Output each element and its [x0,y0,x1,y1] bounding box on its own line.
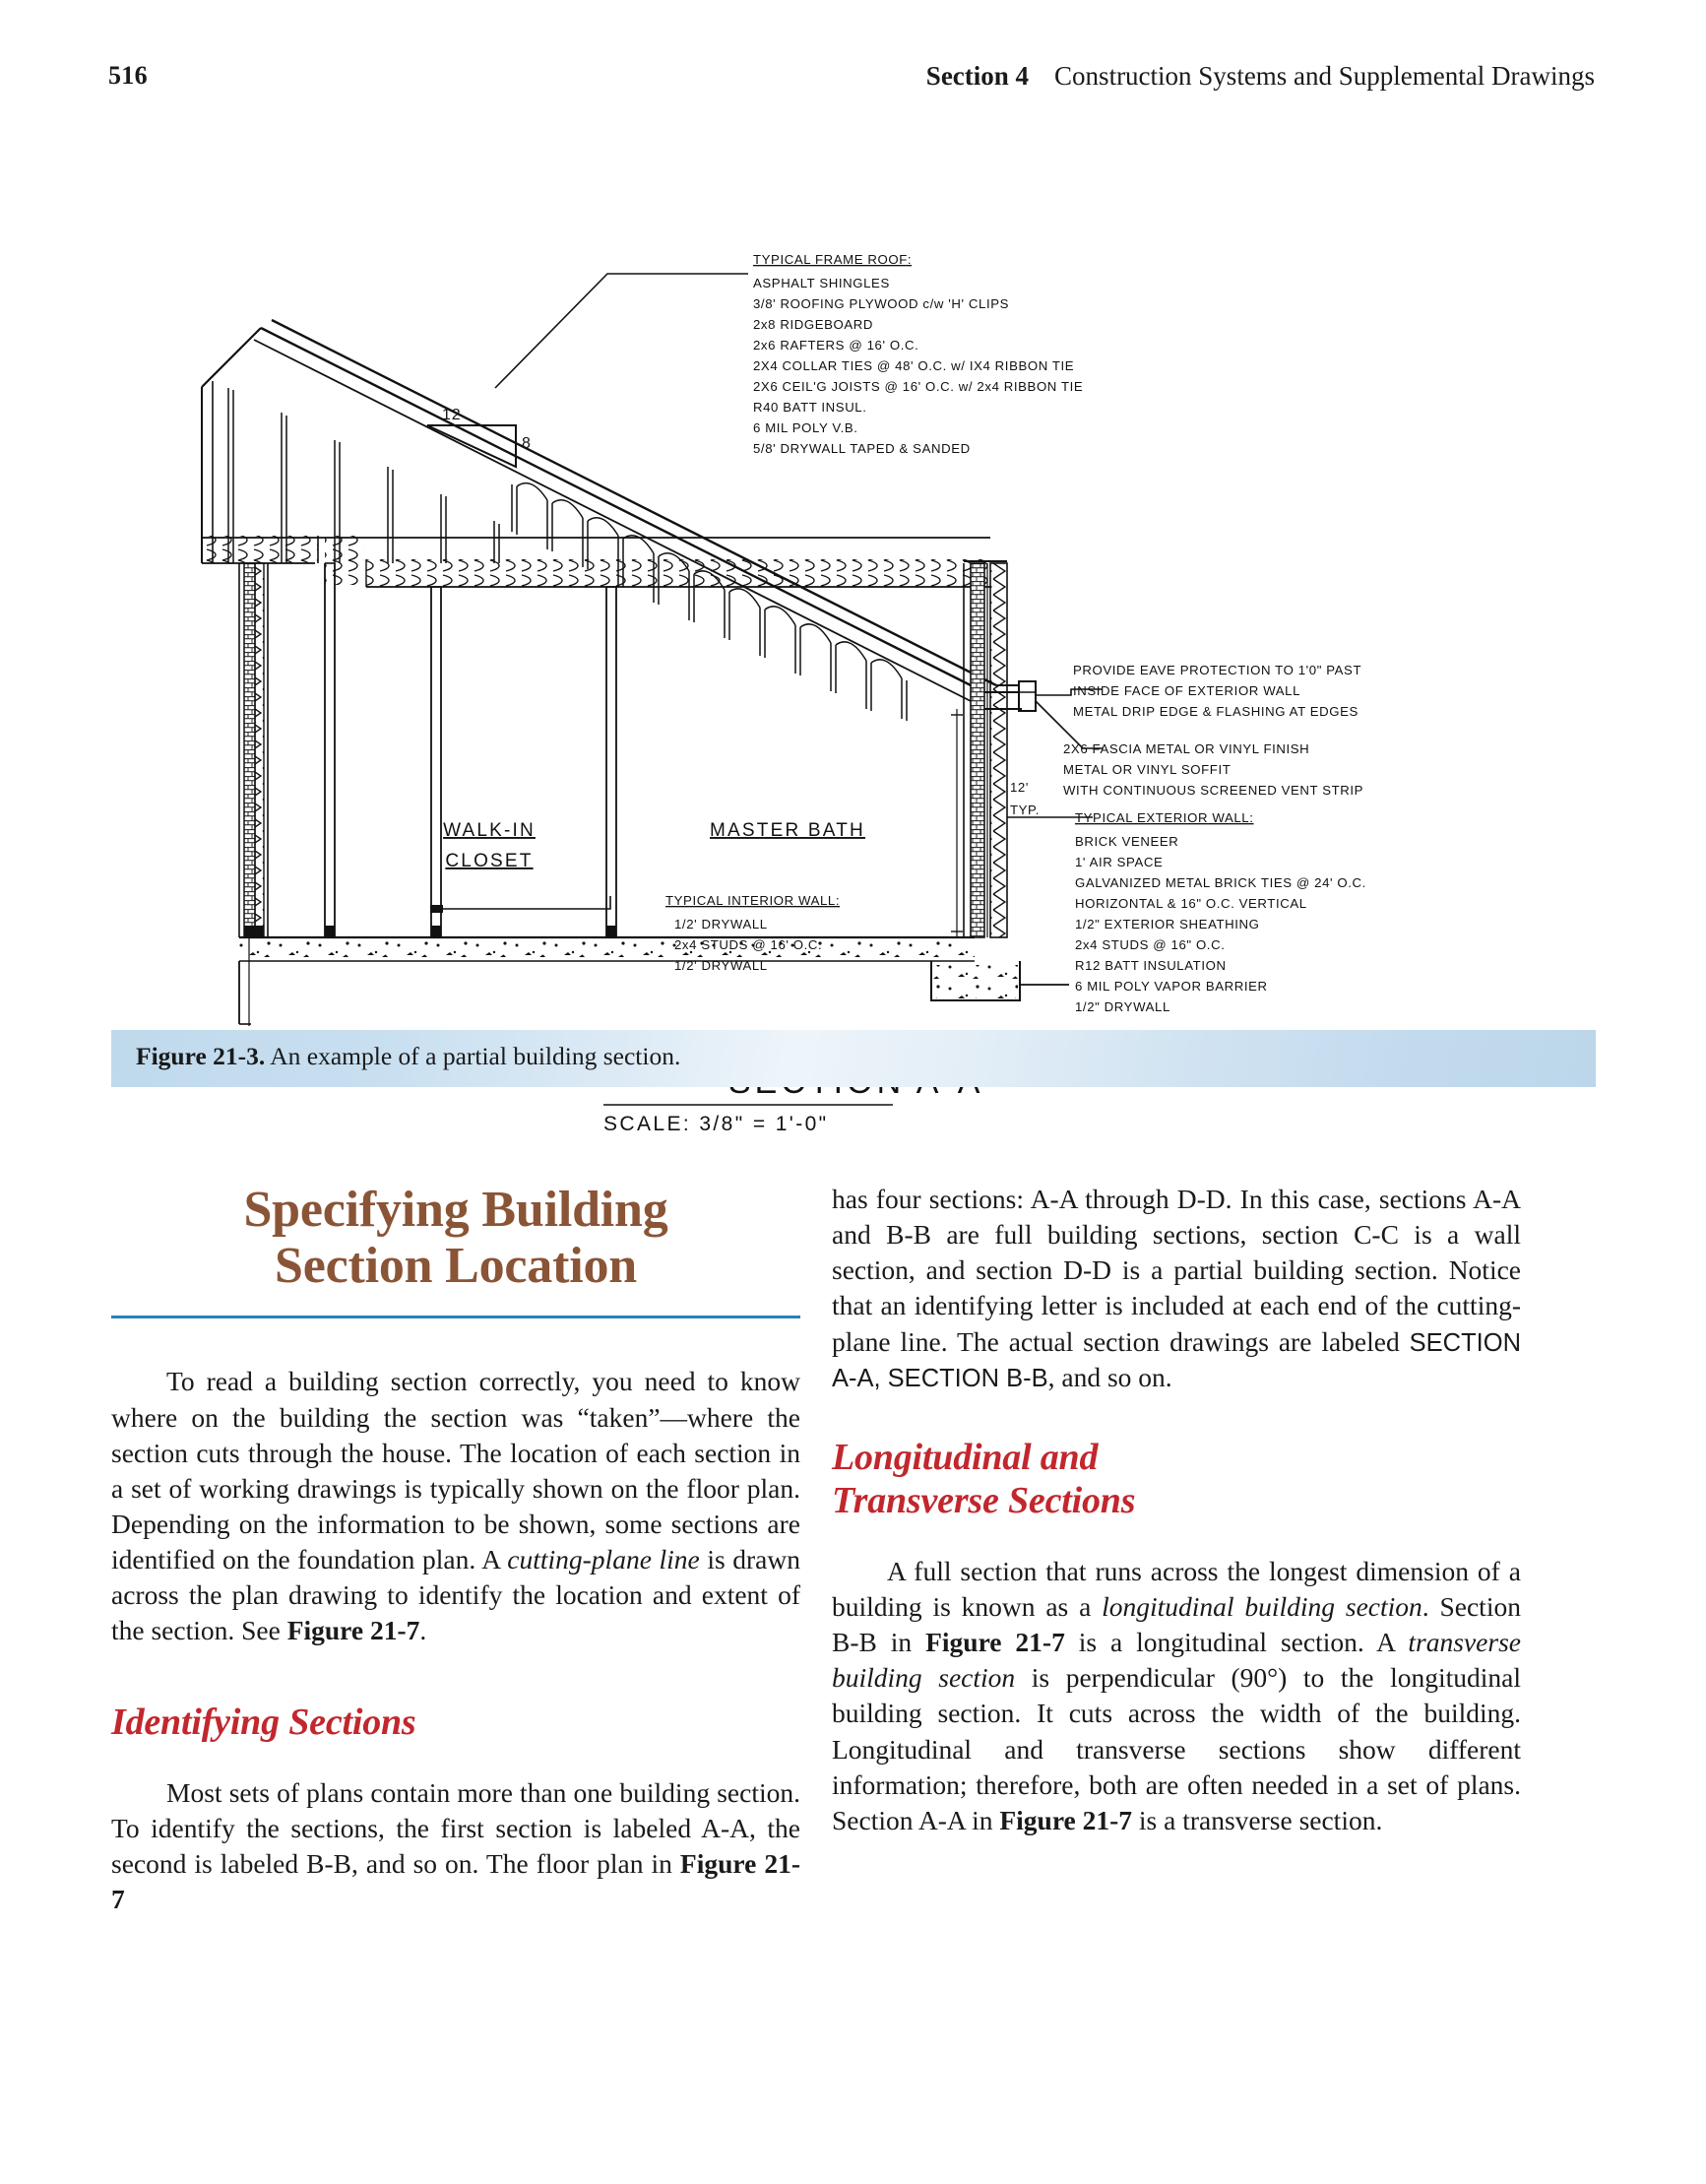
svg-text:WITH CONTINUOUS SCREENED VENT: WITH CONTINUOUS SCREENED VENT STRIP [1063,783,1364,798]
svg-text:2x4 STUDS @ 16" O.C.: 2x4 STUDS @ 16" O.C. [1075,937,1226,952]
left-column [111,1182,800,1917]
room-label-master-bath [710,820,865,841]
svg-text:1/2" DRYWALL: 1/2" DRYWALL [1075,999,1170,1014]
xref-figure-21-7-c: Figure 21-7 [925,1627,1065,1658]
figure-caption-label: Figure 21-3. [136,1042,266,1070]
svg-text:5/8' DRYWALL TAPED & SANDED: 5/8' DRYWALL TAPED & SANDED [753,441,971,456]
svg-text:SCALE: 3/8" = 1'-0": SCALE: 3/8" = 1'-0" [603,1113,829,1135]
svg-text:6 MIL POLY VAPOR BARRIER: 6 MIL POLY VAPOR BARRIER [1075,979,1268,994]
svg-text:1/2' DRYWALL: 1/2' DRYWALL [674,958,768,973]
figure-caption-body: An example of a partial building section. [265,1042,681,1070]
p2-part-a: Most sets of plans contain more than one building section. To identify the sections, the first section is labeled A-A, the second is labeled B-B, and so on. The floor plan in [111,1776,800,1880]
svg-text:TYPICAL EXTERIOR WALL:: TYPICAL EXTERIOR WALL: [1075,810,1254,825]
svg-text:3/8' ROOFING PLYWOOD c/w 'H' C: 3/8' ROOFING PLYWOOD c/w 'H' CLIPS [753,296,1009,311]
page-title-line-2: Section Location [274,1238,637,1295]
wall-height-typ-note: TYP. [1010,803,1041,817]
r2-part-a: A full section that runs across the longest dimension of a building is known as a [832,1555,1521,1622]
r2-part-i: is a transverse section. [1132,1804,1383,1835]
page-number: 516 [108,61,148,90]
r1-part-a: has four sections: A-A through D-D. In this case, sections A-A and B-B are full building sections, section C-C is a wall section, and section D-D is a partial building section. Notice that an identifying letter is included at each end of the cutting-plane line. The actual section drawings are labeled [832,1184,1521,1357]
xref-figure-21-7-b: Figure 21-7 [111,1848,800,1915]
paragraph-longitudinal-transverse [832,1554,1521,1838]
p1-part-e: . [419,1615,427,1646]
svg-text:MASTER BATH: MASTER BATH [710,820,865,841]
svg-text:1/2' DRYWALL: 1/2' DRYWALL [674,917,768,931]
svg-text:6 MIL POLY V.B.: 6 MIL POLY V.B. [753,420,858,435]
room-label-walk-in-closet [443,820,536,871]
paragraph-four-sections [832,1182,1521,1396]
r2-part-e: is a longitudinal section. A [1064,1627,1409,1658]
svg-text:INSIDE FACE OF EXTERIOR WALL: INSIDE FACE OF EXTERIOR WALL [1073,683,1301,698]
xref-figure-21-7-a: Figure 21-7 [286,1615,420,1646]
right-column [832,1182,1521,1838]
svg-text:R40 BATT INSUL.: R40 BATT INSUL. [753,400,867,415]
svg-text:2x6 RAFTERS @ 16' O.C.: 2x6 RAFTERS @ 16' O.C. [753,338,919,353]
xref-figure-21-7-d: Figure 21-7 [999,1804,1133,1835]
subheading-longitudinal-transverse [832,1436,1521,1522]
svg-text:GALVANIZED METAL BRICK TIES @: GALVANIZED METAL BRICK TIES @ 24' O.C. [1075,875,1366,890]
roof-pitch-run: 12 [442,407,462,423]
svg-text:2X6 CEIL'G JOISTS @ 16' O.C. w: 2X6 CEIL'G JOISTS @ 16' O.C. w/ 2x4 RIBBON TIE [753,379,1084,394]
svg-text:BRICK VENEER: BRICK VENEER [1075,834,1179,849]
svg-text:METAL OR VINYL SOFFIT: METAL OR VINYL SOFFIT [1063,762,1232,777]
figure-caption-bar [111,1030,1596,1087]
note-typical-frame-roof [753,252,1083,456]
svg-text:TYPICAL FRAME ROOF:: TYPICAL FRAME ROOF: [753,252,913,267]
r2-part-c: . Section B-B in [832,1591,1521,1658]
svg-text:2x8 RIDGEBOARD: 2x8 RIDGEBOARD [753,317,873,332]
p1-part-c: is drawn across the plan drawing to identify the location and extent of the section. See [111,1544,800,1646]
paragraph-identifying-sections [111,1775,800,1918]
svg-text:2X6 FASCIA METAL OR VINYL FINI: 2X6 FASCIA METAL OR VINYL FINISH [1063,741,1310,756]
note-fascia-soffit [1063,741,1363,798]
running-head [0,61,1706,100]
term-cutting-plane-line: cutting-plane line [507,1544,700,1575]
running-head-section-label: Section 4 [925,61,1030,91]
svg-text:CLOSET: CLOSET [445,851,534,871]
figure-caption [136,1042,680,1071]
svg-text:METAL DRIP EDGE & FLASHING AT: METAL DRIP EDGE & FLASHING AT EDGES [1073,704,1358,719]
svg-text:R12 BATT INSULATION: R12 BATT INSULATION [1075,958,1227,973]
svg-text:2X4 COLLAR TIES @ 48' O.C. w/: 2X4 COLLAR TIES @ 48' O.C. w/ IX4 RIBBON TIE [753,358,1075,373]
r1-part-c: , and so on. [1047,1362,1172,1393]
svg-text:2x4 STUDS @ 16' O.C.: 2x4 STUDS @ 16' O.C. [674,937,823,952]
term-transverse-building-section: transverse building section [832,1627,1521,1694]
subheading-line-1: Longitudinal and [832,1436,1099,1478]
roof-pitch-rise: 8 [522,435,532,452]
paragraph-read-building-section [111,1364,800,1648]
page-title-line-1: Specifying Building [243,1182,668,1238]
section-labels-callout: SECTION A-A, SECTION B-B [832,1328,1521,1393]
wall-height-dimension: 12' [1010,780,1029,795]
svg-text:HORIZONTAL & 16" O.C. VERTICAL: HORIZONTAL & 16" O.C. VERTICAL [1075,896,1307,911]
svg-text:1/2" EXTERIOR SHEATHING: 1/2" EXTERIOR SHEATHING [1075,917,1260,931]
r2-part-g: is perpendicular (90°) to the longitudinal building section. It cuts across the width of the building. Longitudinal and transverse sections show different information; therefore, both are often needed in a set of plans. Section A-A in [832,1662,1521,1835]
p1-part-a: To read a building section correctly, you need to know where on the building the section was “taken”—where the section cuts through the house. The location of each section in a set of working drawings is typically shown on the floor plan. Depending on the information to be shown, some sections are identified on the foundation plan. A [111,1366,800,1575]
subheading-line-2: Transverse Sections [832,1479,1136,1521]
running-head-title [926,61,1595,92]
term-longitudinal-building-section: longitudinal building section [1102,1591,1422,1622]
note-eave-protection [1073,663,1361,719]
page-title [111,1182,800,1294]
svg-text:TYPICAL INTERIOR WALL:: TYPICAL INTERIOR WALL: [665,893,841,908]
svg-text:WALK-IN: WALK-IN [443,820,536,841]
svg-text:1' AIR SPACE: 1' AIR SPACE [1075,855,1164,869]
svg-text:ASPHALT SHINGLES: ASPHALT SHINGLES [753,276,890,290]
svg-text:PROVIDE EAVE PROTECTION TO 1'0: PROVIDE EAVE PROTECTION TO 1'0" PAST [1073,663,1362,677]
subheading-identifying-sections: Identifying Sections [111,1701,416,1743]
running-head-section-title: Construction Systems and Supplemental Drawings [1054,61,1595,91]
note-typical-exterior-wall [1075,810,1366,1014]
